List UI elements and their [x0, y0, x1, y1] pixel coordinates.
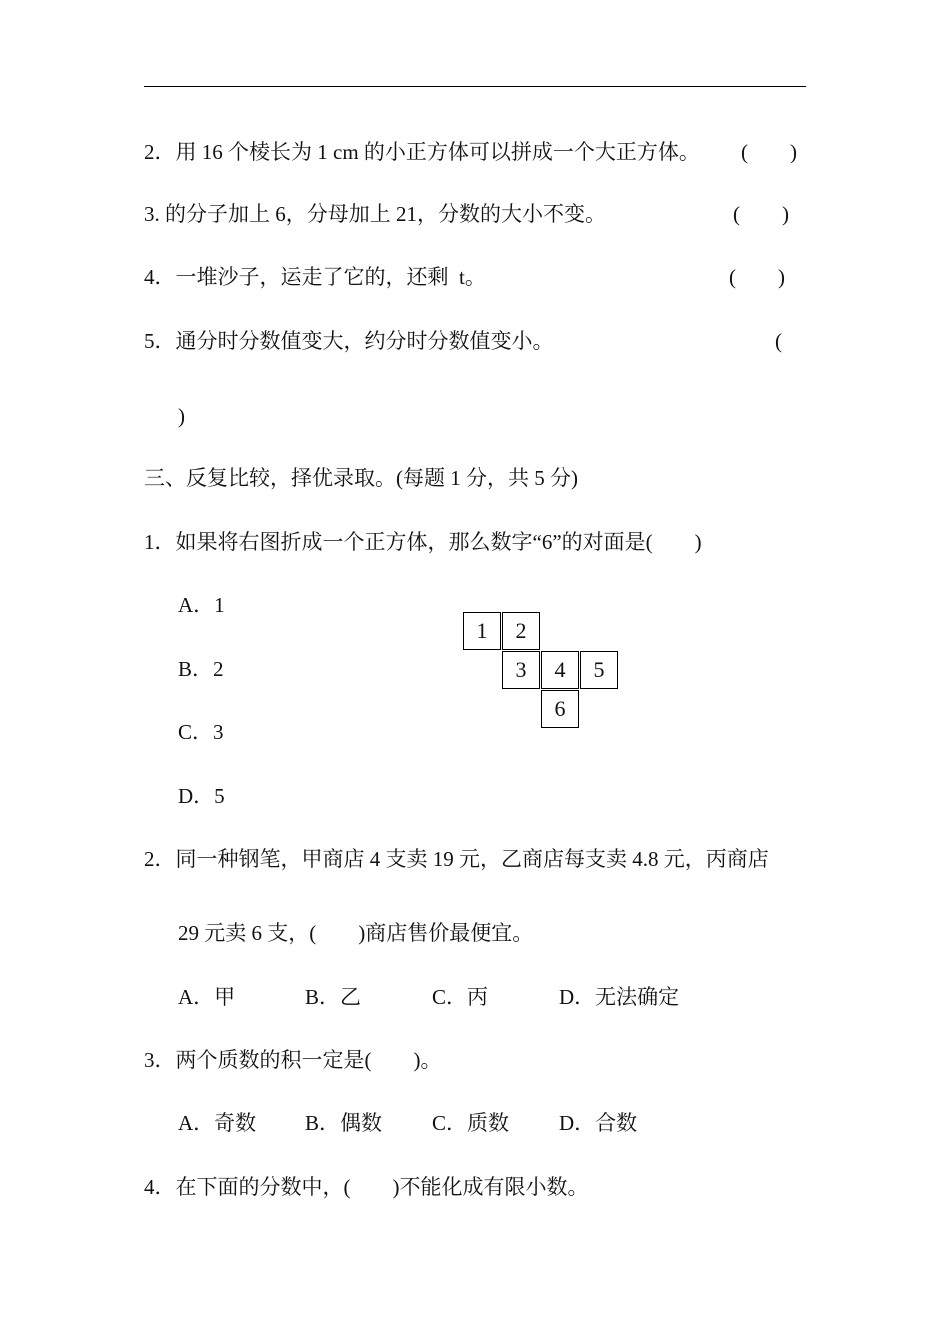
judge-q3-bracket[interactable]: ( ): [733, 202, 789, 226]
header-rule: [144, 86, 806, 87]
mc-q3-text: 3．两个质数的积一定是( )。: [144, 1048, 442, 1072]
mc-q1-option-d[interactable]: D．5: [178, 784, 225, 808]
mc-q1-option-b[interactable]: B．2: [178, 657, 224, 681]
mc-q3-option-a[interactable]: A．奇数: [178, 1111, 257, 1135]
mc-q1-option-a[interactable]: A．1: [178, 593, 225, 617]
mc-q2-line1: 2．同一种钢笔，甲商店 4 支卖 19 元，乙商店每支卖 4.8 元，丙商店: [144, 847, 769, 871]
mc-q3-option-c[interactable]: C．质数: [432, 1111, 510, 1135]
mc-q1-option-c[interactable]: C．3: [178, 720, 224, 744]
net-cell-5: 5: [580, 651, 618, 689]
judge-q5-bracket-open[interactable]: (: [775, 329, 782, 353]
mc-q3-option-b[interactable]: B．偶数: [305, 1111, 383, 1135]
mc-q4-text: 4．在下面的分数中，( )不能化成有限小数。: [144, 1175, 589, 1199]
mc-q2-option-c[interactable]: C．丙: [432, 985, 489, 1009]
judge-q3-text: 3. 的分子加上 6，分母加上 21，分数的大小不变。: [144, 202, 606, 226]
net-cell-2: 2: [502, 612, 540, 650]
net-cell-6: 6: [541, 690, 579, 728]
mc-q2-option-b[interactable]: B．乙: [305, 985, 362, 1009]
net-cell-4: 4: [541, 651, 579, 689]
judge-q5-text: 5．通分时分数值变大，约分时分数值变小。: [144, 329, 554, 353]
mc-q2-line2: 29 元卖 6 支，( )商店售价最便宜。: [178, 921, 534, 945]
net-cell-1: 1: [463, 612, 501, 650]
mc-q2-option-a[interactable]: A．甲: [178, 985, 236, 1009]
mc-q3-option-d[interactable]: D．合数: [559, 1111, 638, 1135]
mc-q1-text: 1．如果将右图折成一个正方体，那么数字“6”的对面是( ): [144, 530, 702, 554]
mc-q2-option-d[interactable]: D．无法确定: [559, 985, 680, 1009]
judge-q5-bracket-close[interactable]: ): [178, 404, 185, 428]
judge-q2-bracket[interactable]: ( ): [741, 140, 797, 164]
judge-q4-text: 4．一堆沙子，运走了它的，还剩 t。: [144, 265, 486, 289]
section3-title: 三、反复比较，择优录取。(每题 1 分，共 5 分): [144, 466, 578, 490]
cube-net-diagram: [463, 612, 623, 732]
net-cell-3: 3: [502, 651, 540, 689]
judge-q4-bracket[interactable]: ( ): [729, 265, 785, 289]
judge-q2-text: 2．用 16 个棱长为 1 cm 的小正方体可以拼成一个大正方体。: [144, 140, 700, 164]
